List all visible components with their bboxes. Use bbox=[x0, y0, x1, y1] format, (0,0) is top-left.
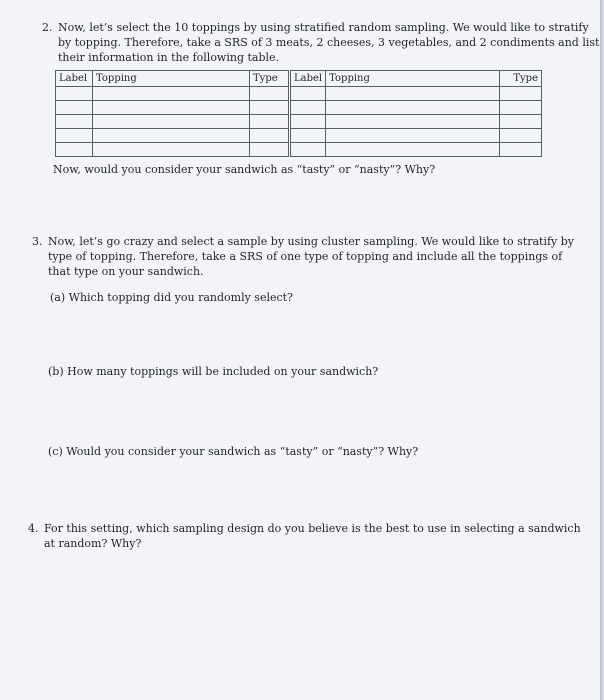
header-type: Type bbox=[500, 71, 542, 87]
table-cell[interactable] bbox=[326, 115, 500, 129]
question-3-line: type of topping. Therefore, take a SRS of one type of topping and include all the toppings of bbox=[48, 250, 563, 263]
table-cell[interactable] bbox=[290, 129, 326, 143]
table-cell[interactable] bbox=[500, 115, 542, 129]
question-3-line: Now, let’s go crazy and select a sample by using cluster sampling. We would like to stratify by bbox=[48, 235, 575, 248]
question-2-line: Now, let’s select the 10 toppings by using stratified random sampling. We would like to stratify bbox=[58, 21, 589, 34]
table-cell[interactable] bbox=[93, 129, 250, 143]
table-row bbox=[56, 143, 542, 157]
page-edge-shadow bbox=[600, 0, 604, 700]
table-header-row bbox=[56, 71, 542, 87]
table-cell[interactable] bbox=[56, 101, 93, 115]
header-topping: Topping bbox=[93, 71, 250, 87]
question-3-line: that type on your sandwich. bbox=[48, 265, 204, 278]
question-3-text bbox=[48, 234, 574, 279]
question-3 bbox=[32, 234, 574, 279]
table-cell[interactable] bbox=[93, 101, 250, 115]
question-4-line: For this setting, which sampling design do you believe is the best to use in selecting a sandwich bbox=[44, 522, 581, 535]
question-3b: (b) How many toppings will be included on your sandwich? bbox=[48, 365, 379, 378]
table-cell[interactable] bbox=[56, 129, 93, 143]
table-row bbox=[56, 101, 542, 115]
table-cell[interactable] bbox=[250, 101, 290, 115]
table-cell[interactable] bbox=[500, 143, 542, 157]
table-cell[interactable] bbox=[290, 115, 326, 129]
table-cell[interactable] bbox=[326, 143, 500, 157]
table-row bbox=[56, 129, 542, 143]
toppings-table bbox=[55, 70, 542, 157]
table-row bbox=[56, 87, 542, 101]
table-cell[interactable] bbox=[326, 87, 500, 101]
question-4-text bbox=[44, 521, 581, 551]
question-2-line: their information in the following table. bbox=[58, 51, 280, 64]
question-3c: (c) Would you consider your sandwich as “tasty” or “nasty”? Why? bbox=[48, 445, 419, 458]
table-cell[interactable] bbox=[93, 87, 250, 101]
table-cell[interactable] bbox=[290, 143, 326, 157]
question-2-text bbox=[58, 20, 599, 65]
header-label: Label bbox=[290, 71, 326, 87]
header-topping: Topping bbox=[326, 71, 500, 87]
question-2 bbox=[42, 20, 599, 65]
table-cell[interactable] bbox=[56, 143, 93, 157]
question-3a: (a) Which topping did you randomly select? bbox=[50, 291, 293, 304]
table-cell[interactable] bbox=[326, 101, 500, 115]
question-3-number: 3. bbox=[32, 235, 43, 248]
table-cell[interactable] bbox=[250, 143, 290, 157]
table-cell[interactable] bbox=[250, 129, 290, 143]
question-4 bbox=[28, 521, 581, 551]
table-row bbox=[56, 115, 542, 129]
table-cell[interactable] bbox=[93, 143, 250, 157]
table-cell[interactable] bbox=[56, 115, 93, 129]
table-cell[interactable] bbox=[500, 129, 542, 143]
question-2-line: by topping. Therefore, take a SRS of 3 meats, 2 cheeses, 3 vegetables, and 2 condiments and list bbox=[58, 36, 600, 49]
question-2-number: 2. bbox=[42, 21, 53, 34]
table-cell[interactable] bbox=[290, 87, 326, 101]
header-type: Type bbox=[250, 71, 290, 87]
table-cell[interactable] bbox=[500, 101, 542, 115]
question-4-number: 4. bbox=[28, 522, 39, 535]
table-cell[interactable] bbox=[250, 115, 290, 129]
question-2-followup: Now, would you consider your sandwich as “tasty” or “nasty”? Why? bbox=[53, 163, 436, 176]
table-cell[interactable] bbox=[250, 87, 290, 101]
table-cell[interactable] bbox=[93, 115, 250, 129]
table-cell[interactable] bbox=[290, 101, 326, 115]
table-cell[interactable] bbox=[500, 87, 542, 101]
question-4-line: at random? Why? bbox=[44, 537, 142, 550]
table-cell[interactable] bbox=[326, 129, 500, 143]
header-label: Label bbox=[56, 71, 93, 87]
table-cell[interactable] bbox=[56, 87, 93, 101]
